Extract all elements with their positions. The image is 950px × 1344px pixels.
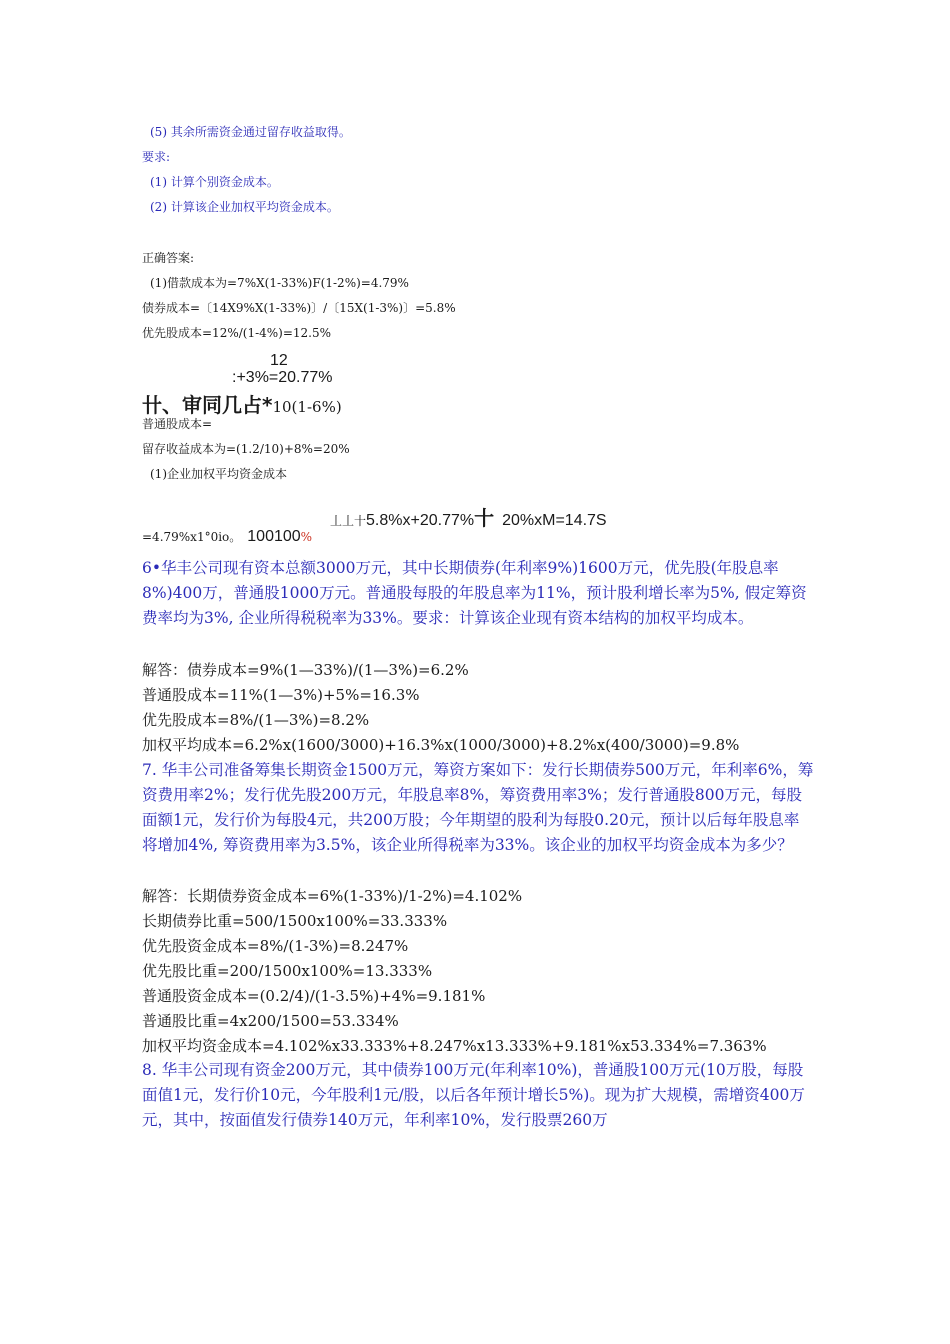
wacc-label: (1)企业加权平均资金成本 — [150, 467, 287, 481]
condition-5: (5) 其余所需资金通过留存收益取得。 — [150, 125, 351, 139]
q6-answer-4: 加权平均成本=6.2%x(1600/3000)+16.3%x(1000/3000)+8.2%x(400/3000)=9.8% — [142, 736, 740, 754]
q7-answer-1: 解答：长期债券资金成本=6%(1-33%)/1-2%)=4.102% — [142, 887, 523, 905]
q6-answer-2: 普通股成本=11%(1—3%)+5%=16.3% — [142, 686, 420, 704]
preferred-cost: 优先股成本=12%/(1-4%)=12.5% — [142, 326, 332, 340]
q7-answer-6: 普通股比重=4x200/1500=53.334% — [142, 1012, 399, 1030]
requirement-2: (2) 计算该企业加权平均资金成本。 — [150, 200, 339, 214]
bond-cost: 债券成本=〔14X9%X(1-33%)〕/〔15X(1-3%)〕=5.8% — [142, 301, 456, 315]
q7-answer-4: 优先股比重=200/1500x100%=13.333% — [142, 962, 433, 980]
wacc-formula-part-b: 5.8%x+20.77% — [366, 512, 475, 529]
fraction-numerator: 12 — [270, 352, 288, 369]
wacc-formula — [330, 502, 607, 531]
question-6: 6•华丰公司现有资本总额3000万元，其中长期债券(年利率9%)1600万元，优先股(年股息率8%)400万，普通股1000万元。普通股每股的年股息率为11%，预计股利增长率为5%, 假定筹资费率均为3%, 企业所得税税率为33%。要求：计算该企业现有资本结构的加权平均成本。 — [142, 559, 807, 627]
wacc-line — [142, 526, 312, 546]
requirements-label: 要求: — [142, 150, 171, 164]
question-8: 8. 华丰公司现有资金200万元，其中债券100万元(年利率10%)，普通股100万元(10万股，每股面值1元，发行价10元，今年股利1元/股，以后各年预计增长5%)。现为扩大规模，需增资400万元，其中，按面值发行债券140万元，年利率10%，发行股票260万 — [142, 1061, 805, 1129]
wacc-line-part-a: =4.79%x1°0io。 — [142, 530, 242, 544]
q6-answer-3: 优先股成本=8%/(1—3%)=8.2% — [142, 711, 370, 729]
garbled-formula — [142, 389, 342, 418]
loan-cost: (1)借款成本为=7%X(1-33%)F(1-2%)=4.79% — [150, 276, 409, 290]
q7-answer-5: 普通股资金成本=(0.2/4)/(1-3.5%)+4%=9.181% — [142, 987, 486, 1005]
common-stock-cost: 普通股成本= — [142, 417, 213, 431]
q7-answer-2: 长期债券比重=500/1500x100%=33.333% — [142, 912, 448, 930]
q6-answer-1: 解答：债券成本=9%(1—33%)/(1—3%)=6.2% — [142, 661, 469, 679]
garbled-formula-denominator: 10(1-6%) — [272, 398, 342, 416]
fraction-result: :+3%=20.77% — [232, 369, 333, 386]
wacc-formula-part-d: 20%xM=14.7S — [502, 512, 607, 529]
wacc-line-part-c: % — [300, 530, 313, 544]
q7-answer-3: 优先股资金成本=8%/(1-3%)=8.247% — [142, 937, 409, 955]
requirement-1: (1) 计算个别资金成本。 — [150, 175, 279, 189]
wacc-formula-part-c: 十 — [474, 506, 495, 530]
wacc-formula-part-a: 丄丄十 — [330, 514, 367, 528]
retained-earnings-cost: 留存收益成本为=(1.2/10)+8%=20% — [142, 442, 350, 456]
answer-label: 正确答案: — [142, 251, 195, 265]
wacc-line-part-b: 100100 — [247, 528, 301, 545]
garbled-formula-text: 卄、审同几占* — [142, 393, 273, 417]
question-7: 7. 华丰公司准备筹集长期资金1500万元，筹资方案如下：发行长期债券500万元，年利率6%，筹资费用率2%；发行优先股200万元，年股息率8%，筹资费用率3%；发行普通股800万元，每股面额1元，发行价为每股4元，共200万股；今年期望的股利为每股0.20元，预计以后每年股息率将增加4%, 筹资费用率为3.5%，该企业所得税率为33%。该企业的加权平均资金成本为多少？ — [142, 761, 814, 854]
q7-answer-7: 加权平均资金成本=4.102%x33.333%+8.247%x13.333%+9.181%x53.334%=7.363% — [142, 1037, 767, 1055]
